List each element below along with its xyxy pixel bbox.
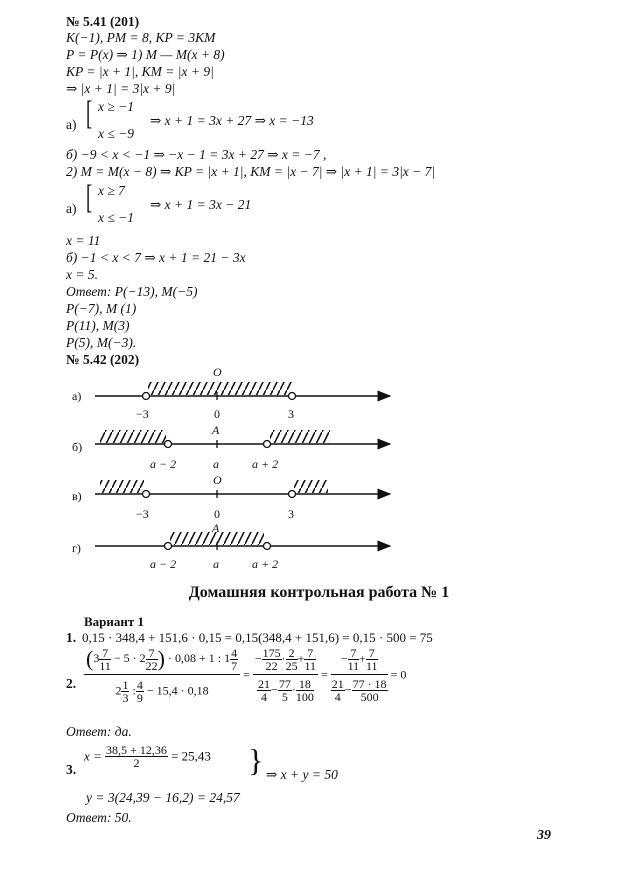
- page-number: 39: [537, 828, 551, 843]
- answer-line: Ответ: да.: [66, 724, 132, 739]
- case-result: ⇒ x + 1 = 3x + 27 ⇒ x = −13: [150, 113, 314, 128]
- system-brace: [: [86, 95, 93, 132]
- operator-text: :: [132, 683, 136, 698]
- denominator: 22: [265, 659, 278, 673]
- tick-label: a + 2: [252, 557, 279, 571]
- tick-label: 0: [214, 507, 220, 521]
- numerator: 21: [331, 677, 344, 691]
- case-line: 2) M = M(x − 8) ⇒ KP = |x + 1|, KM = |x − 7| ⇒ |x + 1| = 3|x − 7|: [66, 164, 436, 179]
- denominator: 100: [295, 690, 314, 704]
- condition-line: K(−1), PM = 8, KP = 3KM: [66, 30, 216, 45]
- line-label: а): [72, 389, 82, 403]
- sum-result: ⇒ x + y = 50: [266, 767, 338, 782]
- line-label: в): [72, 489, 82, 503]
- mixed-whole: 2: [115, 683, 122, 698]
- denominator: 22: [145, 658, 158, 673]
- task-3-x: [84, 744, 211, 769]
- number-line-diagrams: [0, 362, 638, 582]
- point-mark: A: [212, 423, 220, 437]
- denominator: 11: [304, 659, 316, 673]
- result-value: = 0: [390, 667, 407, 682]
- denominator: 7: [231, 658, 238, 673]
- tick-label: a: [213, 457, 219, 471]
- mixed-whole: 3: [93, 650, 100, 665]
- numerator: 7: [146, 647, 158, 660]
- number-line-d: [72, 521, 390, 571]
- denominator: 4: [334, 690, 341, 704]
- numerator: 4: [231, 645, 238, 660]
- number-line-a: [72, 365, 390, 421]
- case-result: ⇒ x + 1 = 3x − 21: [150, 197, 252, 212]
- line-label: г): [72, 541, 81, 555]
- task-number: 2.: [66, 676, 77, 691]
- tick-label: a − 2: [150, 557, 177, 571]
- variable-label: x =: [84, 748, 102, 764]
- numerator: 77 · 18: [352, 677, 387, 691]
- tick-label: 0: [214, 407, 220, 421]
- system-condition: x ≥ 7: [98, 183, 125, 198]
- numerator: 1: [122, 678, 129, 692]
- numerator: 175: [262, 646, 281, 660]
- section-title: Домашняя контрольная работа № 1: [188, 584, 450, 601]
- numerator: 4: [136, 678, 143, 692]
- equation-line: ⇒ |x + 1| = 3|x + 9|: [66, 81, 176, 96]
- tick-label: −3: [136, 407, 149, 421]
- system-condition: x ≤ −9: [98, 126, 135, 141]
- numerator: 2: [286, 647, 298, 660]
- tick-label: a − 2: [150, 457, 177, 471]
- task-number: 1.: [66, 630, 77, 645]
- numerator: 7: [304, 647, 316, 660]
- answer-line: P(5), M(−3).: [66, 335, 137, 350]
- denominator: 11: [365, 659, 378, 673]
- numerator: 77: [278, 677, 291, 691]
- system-brace: }: [248, 742, 264, 778]
- case-line: б) −1 < x < 7 ⇒ x + 1 = 21 − 3x: [66, 250, 246, 265]
- answer-line: P(−7), M (1): [66, 301, 137, 316]
- denominator: 2: [133, 756, 140, 770]
- numerator: 21: [258, 677, 271, 691]
- numerator: 7: [366, 647, 378, 660]
- operator-text: − 5 · 2: [113, 650, 146, 665]
- answer-line: Ответ: P(−13), M(−5): [66, 284, 198, 299]
- denominator: 5: [281, 690, 288, 704]
- condition-line: P = P(x) ⇒ 1) M — M(x + 8): [66, 47, 225, 62]
- result-value: = 25,43: [171, 748, 211, 764]
- numerator: 7: [348, 647, 360, 660]
- denominator: 9: [136, 691, 143, 705]
- operator-text: − 15,4 · 0,18: [146, 683, 209, 698]
- origin-mark: O: [213, 365, 222, 379]
- tick-label: −3: [136, 507, 149, 521]
- tick-label: a + 2: [252, 457, 279, 471]
- tick-label: a: [213, 557, 219, 571]
- task-1-solution: 0,15 · 348,4 + 151,6 · 0,15 = 0,15(348,4 + 151,6) = 0,15 · 500 = 75: [82, 630, 433, 645]
- case-label: a): [66, 117, 77, 132]
- case-label: a): [66, 201, 77, 216]
- point-mark: A: [212, 521, 220, 535]
- case-line: б) −9 < x < −1 ⇒ −x − 1 = 3x + 27 ⇒ x = −7 ,: [66, 147, 327, 162]
- answer-line: Ответ: 50.: [66, 810, 132, 825]
- solution-line: x = 5.: [66, 267, 98, 282]
- system-condition: x ≤ −1: [98, 210, 135, 225]
- solution-line: x = 11: [66, 233, 101, 248]
- line-label: б): [72, 440, 83, 454]
- problem-5-41-heading: № 5.41 (201): [66, 14, 140, 29]
- tick-label: 3: [288, 407, 294, 421]
- numerator: 18: [296, 678, 314, 691]
- system-brace: [: [86, 179, 93, 216]
- answer-line: P(11), M(3): [66, 318, 130, 333]
- origin-mark: O: [213, 473, 222, 487]
- denominator: 25: [285, 659, 298, 673]
- numerator: 7: [99, 647, 111, 660]
- denominator: 11: [347, 659, 360, 673]
- problem-5-42-heading: № 5.42 (202): [66, 352, 140, 367]
- y-computation: y = 3(24,39 − 16,2) = 24,57: [86, 790, 240, 805]
- system-condition: x ≥ −1: [98, 99, 135, 114]
- denominator: 4: [261, 690, 268, 704]
- condition-line: KP = |x + 1|, KM = |x + 9|: [66, 64, 214, 79]
- tick-label: 3: [288, 507, 294, 521]
- denominator: 3: [122, 691, 129, 705]
- denominator: 500: [360, 690, 379, 704]
- task-number: 3.: [66, 762, 77, 777]
- denominator: 11: [99, 658, 111, 673]
- variant-heading: Вариант 1: [84, 614, 145, 629]
- numerator: 38,5 + 12,36: [106, 743, 167, 757]
- number-line-c: [72, 473, 390, 521]
- operator-text: · 0,08 + 1 : 1: [167, 650, 231, 665]
- task-2-expression: (3 $\frac{7}{11}$ − 5 · 2 $\frac{7}{22}$ ) · 0,08 + 1 : 1 $\frac{4}{7}$ 2 $\frac{1}{3}$ : $\frac{4}{9}$ − 15,4 · 0,18 = − $\frac{175}{22}$ · $\frac{2}{25}$ + $\frac{7}{11}$ $\frac{21}{4}$ − $\frac{77}{5}$ · $\frac{18}{100}$ = − $\frac{7}{11}$ + $\frac{7}{11}$ $\frac{21}{4}$ − $\frac{77 \cdot 18}{500}$ = 0: [86, 645, 407, 705]
- number-line-b: [72, 423, 390, 471]
